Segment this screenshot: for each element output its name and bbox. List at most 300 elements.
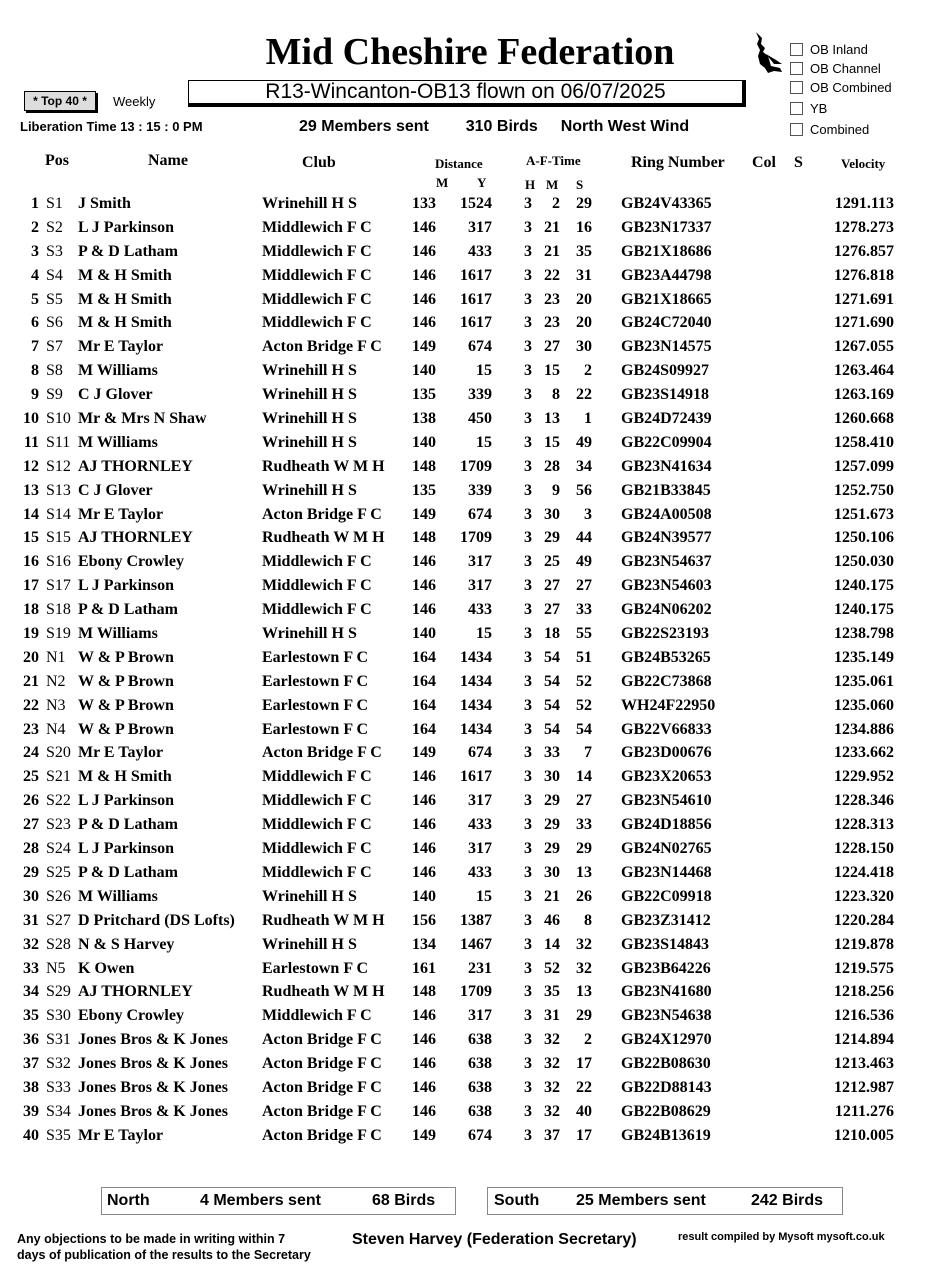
checkbox[interactable]: [790, 62, 803, 75]
distance-yards: 339: [468, 386, 492, 404]
time-hours: 3: [524, 1055, 532, 1073]
time-minutes: 29: [544, 529, 560, 547]
distance-yards: 450: [468, 410, 492, 428]
option-label: OB Channel: [810, 61, 881, 76]
club-name: Acton Bridge F C: [262, 1078, 382, 1096]
section: S22: [46, 792, 71, 810]
distance-miles: 148: [412, 457, 436, 475]
table-row: [0, 790, 931, 814]
velocity: 1220.284: [834, 911, 894, 929]
position: 28: [23, 840, 39, 858]
club-name: Earlestown F C: [262, 959, 369, 977]
distance-miles: 161: [412, 959, 436, 977]
club-name: Wrinehill H S: [262, 362, 357, 380]
velocity: 1223.320: [834, 887, 894, 905]
time-seconds: 51: [576, 648, 592, 666]
club-name: Wrinehill H S: [262, 386, 357, 404]
position: 5: [31, 290, 39, 308]
member-name: Ebony Crowley: [78, 553, 184, 571]
time-hours: 3: [524, 362, 532, 380]
club-name: Wrinehill H S: [262, 433, 357, 451]
distance-miles: 164: [412, 672, 436, 690]
wind-direction: North West Wind: [560, 118, 690, 135]
time-hours: 3: [524, 505, 532, 523]
distance-yards: 674: [468, 338, 492, 356]
top-40-button[interactable]: * Top 40 *: [24, 91, 96, 111]
table-row: [0, 384, 931, 408]
position: 13: [23, 481, 39, 499]
section: S1: [46, 195, 63, 212]
header-name: Name: [148, 152, 188, 169]
time-hours: 3: [524, 433, 532, 451]
club-name: Acton Bridge F C: [262, 338, 382, 356]
velocity: 1219.878: [834, 935, 894, 953]
option-yb[interactable]: [790, 101, 827, 116]
member-name: M Williams: [78, 625, 158, 643]
time-minutes: 18: [544, 625, 560, 643]
velocity: 1210.005: [834, 1126, 894, 1144]
ring-number: GB21X18686: [621, 242, 712, 260]
member-name: P & D Latham: [78, 816, 178, 834]
position: 26: [23, 792, 39, 810]
member-name: AJ THORNLEY: [78, 983, 193, 1001]
time-minutes: 21: [544, 887, 560, 905]
velocity: 1238.798: [834, 625, 894, 643]
table-row: [0, 814, 931, 838]
member-name: L J Parkinson: [78, 218, 175, 236]
club-name: Rudheath W M H: [262, 983, 385, 1001]
distance-yards: 15: [476, 887, 492, 905]
header-club: Club: [302, 154, 336, 171]
distance-miles: 149: [412, 1126, 436, 1144]
velocity: 1234.886: [834, 720, 894, 738]
club-name: Rudheath W M H: [262, 529, 385, 547]
time-seconds: 33: [576, 601, 592, 619]
checkbox[interactable]: [790, 81, 803, 94]
velocity: 1276.857: [834, 242, 894, 260]
distance-yards: 15: [476, 625, 492, 643]
table-row: [0, 527, 931, 551]
velocity: 1291.113: [834, 195, 894, 212]
position: 29: [23, 863, 39, 881]
member-name: W & P Brown: [78, 696, 174, 714]
position: 30: [23, 887, 39, 905]
distance-yards: 433: [468, 816, 492, 834]
table-row: [0, 719, 931, 743]
distance-miles: 146: [412, 1102, 436, 1120]
velocity: 1229.952: [834, 768, 894, 786]
ring-number: GB24B53265: [621, 648, 711, 666]
time-minutes: 27: [544, 601, 560, 619]
table-row: [0, 336, 931, 360]
distance-yards: 1467: [460, 935, 492, 953]
ring-number: GB22C09904: [621, 433, 712, 451]
club-name: Wrinehill H S: [262, 887, 357, 905]
position: 20: [23, 648, 39, 666]
time-minutes: 9: [552, 481, 560, 499]
time-seconds: 16: [576, 218, 592, 236]
distance-yards: 433: [468, 242, 492, 260]
member-name: AJ THORNLEY: [78, 529, 193, 547]
time-minutes: 37: [544, 1126, 560, 1144]
table-row: [0, 193, 931, 217]
time-hours: 3: [524, 696, 532, 714]
ring-number: GB23N14575: [621, 338, 712, 356]
table-row: [0, 575, 931, 599]
club-name: Wrinehill H S: [262, 935, 357, 953]
time-seconds: 8: [584, 911, 592, 929]
time-seconds: 32: [576, 935, 592, 953]
member-name: Mr E Taylor: [78, 338, 164, 356]
table-row: [0, 981, 931, 1005]
position: 39: [23, 1102, 39, 1120]
distance-miles: 146: [412, 1007, 436, 1025]
time-hours: 3: [524, 577, 532, 595]
liberation-time: Liberation Time 13 : 15 : 0 PM: [20, 119, 203, 134]
time-minutes: 54: [544, 720, 560, 738]
time-minutes: 21: [544, 242, 560, 260]
time-hours: 3: [524, 792, 532, 810]
time-minutes: 8: [552, 386, 560, 404]
time-hours: 3: [524, 768, 532, 786]
velocity: 1260.668: [834, 410, 894, 428]
club-name: Middlewich F C: [262, 1007, 372, 1025]
time-minutes: 29: [544, 840, 560, 858]
checkbox[interactable]: [790, 123, 803, 136]
table-row: [0, 1005, 931, 1029]
distance-yards: 674: [468, 505, 492, 523]
table-row: [0, 456, 931, 480]
time-minutes: 54: [544, 696, 560, 714]
member-name: C J Glover: [78, 386, 153, 404]
member-name: Jones Bros & K Jones: [78, 1102, 228, 1120]
section: S23: [46, 816, 71, 834]
section: N5: [46, 959, 66, 977]
ring-number: GB23D00676: [621, 744, 712, 762]
position: 10: [23, 410, 39, 428]
time-seconds: 30: [576, 338, 592, 356]
member-name: Jones Bros & K Jones: [78, 1031, 228, 1049]
velocity: 1271.690: [834, 314, 894, 332]
velocity: 1251.673: [834, 505, 894, 523]
section: S3: [46, 242, 63, 260]
table-row: [0, 647, 931, 671]
header-sex: S: [794, 154, 803, 171]
north-summary: [101, 1187, 456, 1215]
distance-miles: 146: [412, 1031, 436, 1049]
velocity: 1250.106: [834, 529, 894, 547]
time-seconds: 49: [576, 433, 592, 451]
time-hours: 3: [524, 218, 532, 236]
table-row: [0, 742, 931, 766]
time-hours: 3: [524, 983, 532, 1001]
velocity: 1214.894: [834, 1031, 894, 1049]
ring-number: GB23Z31412: [621, 911, 711, 929]
time-seconds: 29: [576, 1007, 592, 1025]
north-members: 4 Members sent: [200, 1192, 321, 1209]
time-minutes: 52: [544, 959, 560, 977]
time-hours: 3: [524, 1102, 532, 1120]
velocity: 1228.150: [834, 840, 894, 858]
ring-number: GB22V66833: [621, 720, 712, 738]
member-name: W & P Brown: [78, 672, 174, 690]
table-row: [0, 408, 931, 432]
section: N2: [46, 672, 66, 690]
club-name: Middlewich F C: [262, 840, 372, 858]
position: 25: [23, 768, 39, 786]
table-row: [0, 1053, 931, 1077]
time-seconds: 49: [576, 553, 592, 571]
section: S33: [46, 1078, 71, 1096]
distance-miles: 146: [412, 840, 436, 858]
member-name: P & D Latham: [78, 242, 178, 260]
table-row: [0, 623, 931, 647]
option-label: Combined: [810, 122, 870, 137]
time-seconds: 2: [584, 1031, 592, 1049]
time-minutes: 27: [544, 577, 560, 595]
distance-miles: 146: [412, 816, 436, 834]
position: 16: [23, 553, 39, 571]
distance-miles: 164: [412, 696, 436, 714]
north-label: North: [107, 1192, 150, 1209]
table-row: [0, 671, 931, 695]
time-seconds: 20: [576, 290, 592, 308]
table-row: [0, 551, 931, 575]
header-pos: Pos: [45, 152, 69, 169]
ring-number: GB23S14918: [621, 386, 710, 404]
ring-number: GB22S23193: [621, 625, 710, 643]
ring-number: GB23N54603: [621, 577, 712, 595]
position: 8: [31, 362, 39, 380]
time-minutes: 30: [544, 863, 560, 881]
position: 31: [23, 911, 39, 929]
table-row: [0, 432, 931, 456]
section: S14: [46, 505, 71, 523]
ring-number: GB23N54637: [621, 553, 712, 571]
header-m: M: [546, 177, 559, 192]
distance-miles: 140: [412, 433, 436, 451]
member-name: Mr E Taylor: [78, 505, 164, 523]
distance-yards: 1434: [460, 720, 492, 738]
time-minutes: 46: [544, 911, 560, 929]
option-ob-inland[interactable]: [790, 42, 868, 57]
distance-yards: 1709: [460, 983, 492, 1001]
time-seconds: 2: [584, 362, 592, 380]
north-birds: 68 Birds: [372, 1192, 436, 1209]
position: 32: [23, 935, 39, 953]
time-minutes: 23: [544, 290, 560, 308]
velocity: 1250.030: [834, 553, 894, 571]
header-dist-y: Y: [477, 175, 487, 190]
section: S15: [46, 529, 71, 547]
section: S8: [46, 362, 63, 380]
distance-yards: 1434: [460, 696, 492, 714]
distance-yards: 1617: [460, 768, 492, 786]
club-name: Acton Bridge F C: [262, 505, 382, 523]
distance-yards: 317: [468, 840, 492, 858]
time-seconds: 17: [576, 1055, 592, 1073]
section: S6: [46, 314, 63, 332]
south-birds: 242 Birds: [751, 1192, 824, 1209]
member-name: N & S Harvey: [78, 935, 175, 953]
secretary-name: Steven Harvey (Federation Secretary): [352, 1231, 637, 1248]
club-name: Middlewich F C: [262, 314, 372, 332]
distance-yards: 1617: [460, 314, 492, 332]
option-ob-channel[interactable]: [790, 61, 881, 76]
velocity: 1212.987: [834, 1078, 894, 1096]
distance-miles: 146: [412, 1078, 436, 1096]
distance-miles: 149: [412, 338, 436, 356]
club-name: Wrinehill H S: [262, 410, 357, 428]
distance-yards: 339: [468, 481, 492, 499]
south-members: 25 Members sent: [576, 1192, 706, 1209]
club-name: Middlewich F C: [262, 768, 372, 786]
checkbox[interactable]: [790, 102, 803, 115]
section: S21: [46, 768, 71, 786]
page-title: Mid Cheshire Federation: [265, 31, 675, 73]
velocity: 1271.691: [834, 290, 894, 308]
distance-miles: 133: [412, 195, 436, 212]
time-seconds: 7: [584, 744, 592, 762]
option-ob-combined[interactable]: [790, 80, 892, 95]
table-row: [0, 910, 931, 934]
table-row: [0, 838, 931, 862]
ring-number: WH24F22950: [621, 696, 716, 714]
distance-miles: 134: [412, 935, 436, 953]
table-row: [0, 886, 931, 910]
time-minutes: 32: [544, 1055, 560, 1073]
ring-number: GB24X12970: [621, 1031, 712, 1049]
time-minutes: 15: [544, 433, 560, 451]
position: 3: [31, 242, 39, 260]
option-label: OB Inland: [810, 42, 868, 57]
member-name: W & P Brown: [78, 648, 174, 666]
position: 38: [23, 1078, 39, 1096]
distance-yards: 638: [468, 1102, 492, 1120]
section: S9: [46, 386, 63, 404]
option-combined[interactable]: [790, 122, 869, 137]
time-hours: 3: [524, 386, 532, 404]
option-label: OB Combined: [810, 80, 892, 95]
ring-number: GB24B13619: [621, 1126, 711, 1144]
velocity: 1218.256: [834, 983, 894, 1001]
distance-yards: 1709: [460, 457, 492, 475]
club-name: Middlewich F C: [262, 242, 372, 260]
position: 21: [23, 672, 39, 690]
club-name: Earlestown F C: [262, 648, 369, 666]
time-hours: 3: [524, 601, 532, 619]
position: 17: [23, 577, 39, 595]
table-row: [0, 217, 931, 241]
table-row: [0, 312, 931, 336]
table-row: [0, 1101, 931, 1125]
time-minutes: 14: [544, 935, 560, 953]
member-name: M & H Smith: [78, 266, 172, 284]
time-minutes: 32: [544, 1078, 560, 1096]
header-ring: Ring Number: [631, 154, 725, 171]
velocity: 1211.276: [834, 1102, 894, 1120]
distance-miles: 149: [412, 744, 436, 762]
member-name: W & P Brown: [78, 720, 174, 738]
table-row: [0, 265, 931, 289]
time-seconds: 31: [576, 266, 592, 284]
checkbox[interactable]: [790, 43, 803, 56]
time-hours: 3: [524, 935, 532, 953]
club-name: Middlewich F C: [262, 577, 372, 595]
velocity: 1276.818: [834, 266, 894, 284]
time-hours: 3: [524, 529, 532, 547]
velocity: 1240.175: [834, 601, 894, 619]
time-hours: 3: [524, 1007, 532, 1025]
distance-yards: 15: [476, 433, 492, 451]
member-name: Mr E Taylor: [78, 744, 164, 762]
distance-yards: 433: [468, 863, 492, 881]
club-name: Acton Bridge F C: [262, 1126, 382, 1144]
distance-miles: 146: [412, 218, 436, 236]
section: S26: [46, 887, 71, 905]
time-minutes: 30: [544, 768, 560, 786]
time-minutes: 21: [544, 218, 560, 236]
distance-yards: 231: [468, 959, 492, 977]
time-hours: 3: [524, 911, 532, 929]
table-row: [0, 862, 931, 886]
club-name: Rudheath W M H: [262, 911, 385, 929]
velocity: 1252.750: [834, 481, 894, 499]
time-hours: 3: [524, 887, 532, 905]
ring-number: GB23X20653: [621, 768, 712, 786]
section: S25: [46, 863, 71, 881]
ring-number: GB24V43365: [621, 195, 712, 212]
table-row: [0, 1077, 931, 1101]
velocity: 1235.149: [834, 648, 894, 666]
time-hours: 3: [524, 266, 532, 284]
section: S28: [46, 935, 71, 953]
distance-miles: 148: [412, 529, 436, 547]
velocity: 1267.055: [834, 338, 894, 356]
ring-number: GB21X18665: [621, 290, 712, 308]
distance-yards: 638: [468, 1055, 492, 1073]
distance-miles: 146: [412, 266, 436, 284]
member-name: L J Parkinson: [78, 792, 175, 810]
position: 9: [31, 386, 39, 404]
time-hours: 3: [524, 553, 532, 571]
velocity: 1228.313: [834, 816, 894, 834]
position: 34: [23, 983, 39, 1001]
member-name: M Williams: [78, 362, 158, 380]
club-name: Acton Bridge F C: [262, 1031, 382, 1049]
velocity: 1235.061: [834, 672, 894, 690]
distance-yards: 317: [468, 1007, 492, 1025]
club-name: Rudheath W M H: [262, 457, 385, 475]
member-name: C J Glover: [78, 481, 153, 499]
ring-number: GB24D18856: [621, 816, 712, 834]
section: N1: [46, 648, 66, 666]
time-seconds: 3: [584, 505, 592, 523]
member-name: L J Parkinson: [78, 577, 175, 595]
position: 40: [23, 1126, 39, 1144]
position: 18: [23, 601, 39, 619]
time-hours: 3: [524, 314, 532, 332]
distance-yards: 317: [468, 577, 492, 595]
distance-yards: 674: [468, 744, 492, 762]
member-name: Jones Bros & K Jones: [78, 1055, 228, 1073]
member-name: K Owen: [78, 959, 135, 977]
section: S11: [46, 433, 71, 451]
time-hours: 3: [524, 959, 532, 977]
time-hours: 3: [524, 242, 532, 260]
time-seconds: 13: [576, 983, 592, 1001]
race-title: R13-Wincanton-OB13 flown on 06/07/2025: [188, 80, 746, 107]
